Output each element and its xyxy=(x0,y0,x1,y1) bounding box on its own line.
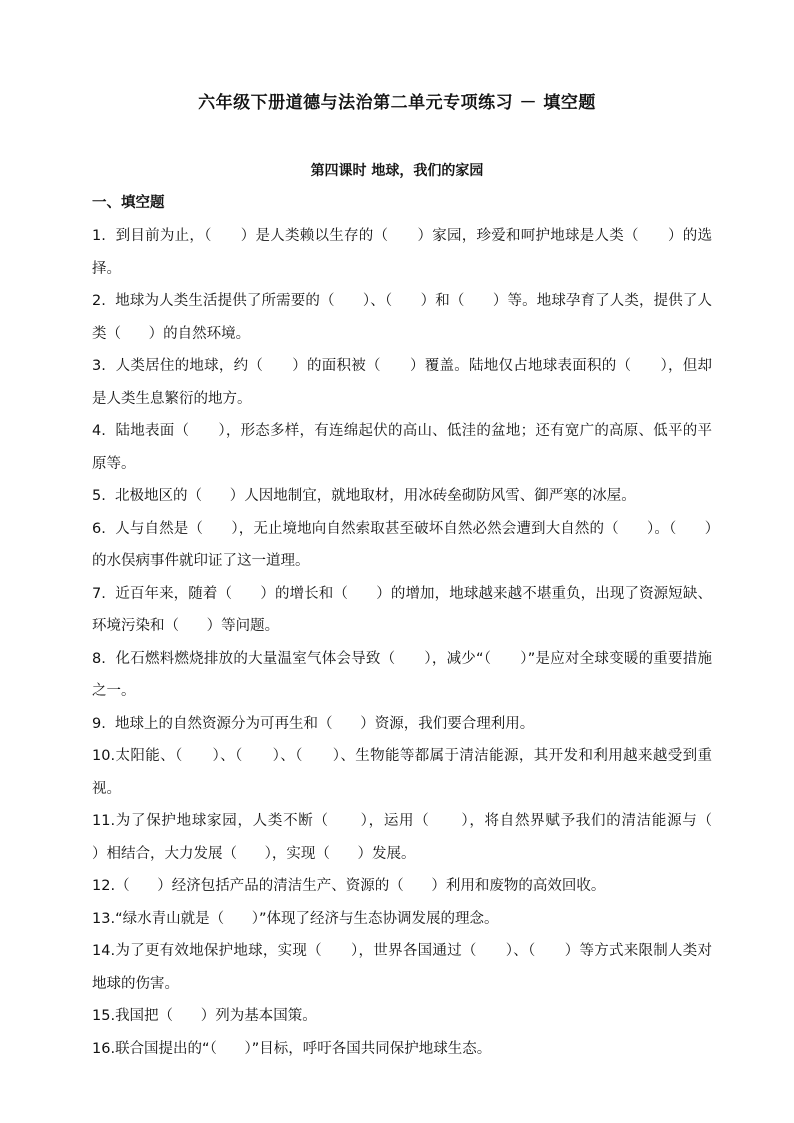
question-item xyxy=(92,350,712,415)
question-number: 6. xyxy=(92,520,106,537)
question-item xyxy=(92,740,712,805)
question-number: 5. xyxy=(92,488,106,504)
question-number: 16. xyxy=(92,1040,116,1057)
question-text: 人类居住的地球，约（ ）的面积被（ ）覆盖。陆地仅占地球表面积的（ ），但却是人类生息繁衍的地方。 xyxy=(92,358,712,407)
question-text: 地球上的自然资源分为可再生和（ ）资源，我们要合理利用。 xyxy=(105,715,535,732)
question-item xyxy=(92,578,712,643)
question-text: 近百年来，随着（ ）的增长和（ ）的增加，地球越来越不堪重负，出现了资源短缺、环境污染和（ ）等问题。 xyxy=(92,585,712,634)
question-text: 化石燃料燃烧排放的大量温室气体会导致（ ），减少“（ ）”是应对全球变暖的重要措施之一。 xyxy=(92,650,712,699)
question-text: 联合国提出的“（ ）”目标，呼吁各国共同保护地球生态。 xyxy=(115,1040,492,1057)
question-text: 北极地区的（ ）人因地制宜，就地取材，用冰砖垒砌防风雪、御严寒的冰屋。 xyxy=(105,488,636,504)
question-text: 我国把（ ）列为基本国策。 xyxy=(115,1008,317,1024)
question-text: 陆地表面（ ），形态多样，有连绵起伏的高山、低洼的盆地；还有宽广的高原、低平的平原等。 xyxy=(92,423,712,472)
question-number: 2. xyxy=(92,293,106,309)
question-number: 1. xyxy=(92,228,106,244)
question-number: 10. xyxy=(92,748,116,764)
question-item xyxy=(92,415,712,480)
question-number: 8. xyxy=(92,650,106,667)
question-text: 为了保护地球家园，人类不断（ ），运用（ ），将自然界赋予我们的清洁能源与（ ）相结合，大力发展（ ），实现（ ）发展。 xyxy=(92,813,740,862)
question-item xyxy=(92,935,712,1000)
question-list xyxy=(92,220,740,1065)
question-item xyxy=(92,1033,712,1066)
question-item xyxy=(92,285,712,350)
lesson-title: 第四课时 地球，我们的家园 xyxy=(310,163,484,179)
question-number: 12. xyxy=(92,878,116,894)
question-text: “绿水青山就是（ ）”体现了经济与生态协调发展的理念。 xyxy=(115,910,499,927)
question-item xyxy=(92,708,712,741)
section-heading: 一、填空题 xyxy=(92,195,165,211)
question-number: 13. xyxy=(92,910,116,927)
question-text: 人与自然是（ ），无止境地向自然索取甚至破坏自然必然会遭到大自然的（ ）。（ ）的水俣病事件就印证了这一道理。 xyxy=(92,520,712,569)
question-number: 7. xyxy=(92,585,106,602)
question-text: （ ）经济包括产品的清洁生产、资源的（ ）利用和废物的高效回收。 xyxy=(115,878,606,894)
question-item xyxy=(92,513,712,578)
question-item xyxy=(92,903,712,936)
question-number: 11. xyxy=(92,813,116,829)
question-number: 3. xyxy=(92,358,106,374)
question-item xyxy=(92,480,712,513)
question-number: 14. xyxy=(92,943,116,959)
question-text: 为了更有效地保护地球，实现（ ），世界各国通过（ ）、（ ）等方式来限制人类对地球的伤害。 xyxy=(92,943,712,992)
question-number: 4. xyxy=(92,423,106,439)
question-number: 9. xyxy=(92,715,106,732)
question-text: 地球为人类生活提供了所需要的（ ）、（ ）和（ ）等。地球孕育了人类，提供了人类（ ）的自然环境。 xyxy=(92,293,712,342)
question-item xyxy=(92,1000,712,1033)
question-number: 15. xyxy=(92,1008,116,1024)
question-text: 太阳能、（ ）、（ ）、（ ）、生物能等都属于清洁能源，其开发和利用越来越受到重视。 xyxy=(92,748,712,797)
document-title: 六年级下册道德与法治第二单元专项练习 － 填空题 xyxy=(198,93,596,113)
question-item xyxy=(92,870,712,903)
question-text: 到目前为止，（ ）是人类赖以生存的（ ）家园，珍爱和呵护地球是人类（ ）的选择。 xyxy=(92,228,712,277)
question-item xyxy=(92,220,712,285)
question-item xyxy=(92,643,712,708)
question-item xyxy=(92,805,740,870)
